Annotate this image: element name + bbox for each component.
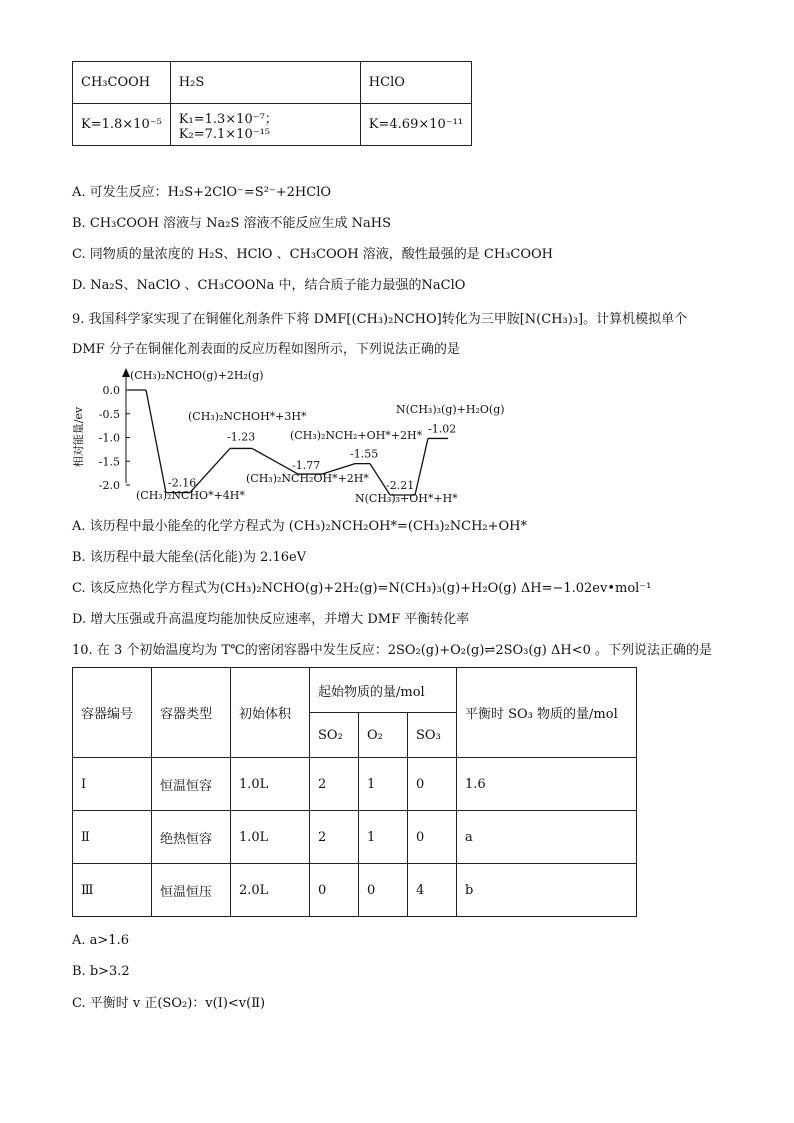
y-axis-label: 相对能量/ev: [72, 406, 85, 468]
row-eq: 1.6: [457, 758, 637, 811]
y-tick-label: 0.0: [102, 384, 120, 397]
row-eq: a: [457, 811, 637, 864]
row-eq: b: [457, 864, 637, 917]
row-volume: 1.0L: [231, 811, 310, 864]
row-id: Ⅰ: [73, 758, 152, 811]
ka-table: [72, 61, 472, 146]
header-container-type: 容器类型: [152, 668, 231, 758]
table-row: [73, 864, 637, 917]
row-o2: 1: [359, 811, 408, 864]
y-axis-arrow: [122, 368, 130, 377]
header-so3: SO₃: [408, 713, 457, 758]
state-label: (CH₃)₂NCH₂OH*+2H*: [246, 472, 369, 485]
q9-stem-line2: DMF 分子在铜催化剂表面的反应历程如图所示，下列说法正确的是: [72, 342, 460, 357]
transition-line: [415, 438, 428, 495]
header-initial-amount: 起始物质的量/mol: [310, 668, 457, 713]
container-table: [72, 667, 637, 917]
header-eq-so3: 平衡时 SO₃ 物质的量/mol: [457, 668, 637, 758]
y-tick-label: -1.5: [98, 455, 120, 469]
transition-line: [146, 390, 166, 493]
table-row: [73, 758, 637, 811]
y-tick-label: -2.0: [98, 479, 120, 492]
ka-value-ch3cooh: K=1.8×10⁻⁵: [73, 104, 171, 146]
energy-value-label: -1.02: [428, 422, 457, 436]
row-id: Ⅱ: [73, 811, 152, 864]
row-id: Ⅲ: [73, 864, 152, 917]
state-label: (CH₃)₂NCHO(g)+2H₂(g): [130, 369, 264, 382]
ka-header-h2s: H₂S: [170, 62, 360, 104]
row-so2: 2: [310, 811, 359, 864]
row-so2: 0: [310, 864, 359, 917]
row-type: 恒温恒容: [152, 758, 231, 811]
q9-option-b: B. 该历程中最大能垒(活化能)为 2.16eV: [72, 550, 307, 565]
row-o2: 0: [359, 864, 408, 917]
table-row: [73, 811, 637, 864]
y-tick-label: -0.5: [98, 407, 120, 421]
row-so3: 0: [408, 811, 457, 864]
state-label: N(CH₃)₃(g)+H₂O(g): [396, 403, 505, 416]
q10-option-b: B. b>3.2: [72, 964, 130, 979]
energy-value-label: -1.23: [227, 430, 256, 444]
state-label: (CH₃)₂NCHO*+4H*: [136, 489, 245, 502]
header-o2: O₂: [359, 713, 408, 758]
ka-header-hclo: HClO: [360, 62, 471, 104]
q10-option-a: A. a>1.6: [72, 933, 129, 948]
energy-value-label: -1.77: [292, 459, 321, 473]
q9-option-a: A. 该历程中最小能垒的化学方程式为 (CH₃)₂NCH₂OH*=(CH₃)₂NCH₂+OH*: [72, 519, 528, 534]
row-o2: 1: [359, 758, 408, 811]
q10-stem: 10. 在 3 个初始温度均为 T℃的密闭容器中发生反应：2SO₂(g)+O₂(g)⇌2SO₃(g) ΔH<0 。下列说法正确的是: [72, 643, 712, 658]
energy-value-label: -1.55: [350, 447, 379, 461]
q8-option-d: D. Na₂S、NaClO 、CH₃COONa 中，结合质子能力最强的NaClO: [72, 278, 466, 293]
energy-value-label: -2.16: [168, 476, 197, 490]
energy-profile-chart: [70, 365, 510, 510]
state-label: (CH₃)₂NCHOH*+3H*: [188, 410, 307, 423]
row-so3: 4: [408, 864, 457, 917]
q8-option-b: B. CH₃COOH 溶液与 Na₂S 溶液不能反应生成 NaHS: [72, 216, 392, 231]
ka-header-ch3cooh: CH₃COOH: [73, 62, 171, 104]
q9-option-d: D. 增大压强或升高温度均能加快反应速率，并增大 DMF 平衡转化率: [72, 612, 470, 627]
row-so3: 0: [408, 758, 457, 811]
q9-option-c: C. 该反应热化学方程式为(CH₃)₂NCHO(g)+2H₂(g)=N(CH₃)₃(g)+H₂O(g) ΔH=−1.02ev•mol⁻¹: [72, 581, 652, 596]
row-so2: 2: [310, 758, 359, 811]
q8-option-a: A. 可发生反应：H₂S+2ClO⁻=S²⁻+2HClO: [72, 185, 332, 200]
state-labels: [130, 369, 505, 505]
row-volume: 1.0L: [231, 758, 310, 811]
row-type: 绝热恒容: [152, 811, 231, 864]
ka-value-hclo: K=4.69×10⁻¹¹: [360, 104, 471, 146]
state-label: (CH₃)₂NCH₂+OH*+2H*: [290, 429, 423, 442]
header-container-id: 容器编号: [73, 668, 152, 758]
row-type: 恒温恒压: [152, 864, 231, 917]
header-so2: SO₂: [310, 713, 359, 758]
y-tick-label: -1.0: [98, 431, 120, 445]
ka-value-h2s: K₁=1.3×10⁻⁷；K₂=7.1×10⁻¹⁵: [170, 104, 360, 146]
state-label: N(CH₃)₃+OH*+H*: [355, 492, 458, 505]
q8-option-c: C. 同物质的量浓度的 H₂S、HClO 、CH₃COOH 溶液，酸性最强的是 CH₃COOH: [72, 247, 554, 262]
q9-stem-line1: 9. 我国科学家实现了在铜催化剂条件下将 DMF[(CH₃)₂NCHO]转化为三甲胺[N(CH₃)₃]。计算机模拟单个: [72, 312, 688, 327]
row-volume: 2.0L: [231, 864, 310, 917]
y-ticks: [99, 384, 130, 492]
energy-value-label: -2.21: [386, 478, 415, 492]
header-initial-volume: 初始体积: [231, 668, 310, 758]
q10-option-c: C. 平衡时 v 正(SO₂)：v(Ⅰ)<v(Ⅱ): [72, 996, 266, 1011]
